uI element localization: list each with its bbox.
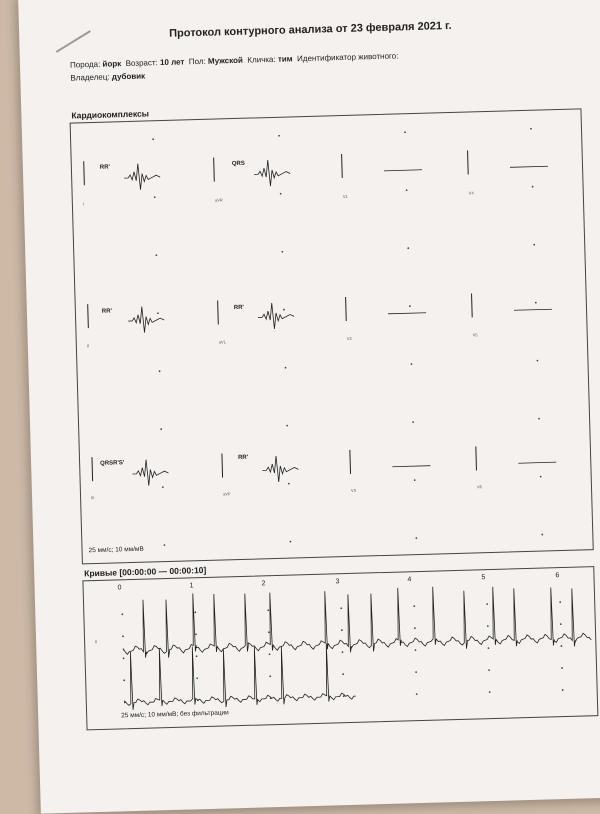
strip-dot	[196, 655, 198, 657]
grid-dot	[283, 309, 285, 311]
calibration-bar	[476, 446, 477, 470]
grid-dot	[160, 428, 162, 430]
strip-dot	[342, 673, 344, 675]
breed-value: йорк	[102, 59, 122, 69]
complex-label-III: QRSR'S'	[100, 460, 125, 467]
calibration-bar	[346, 297, 347, 321]
grid-dot	[532, 186, 534, 188]
qrs-complex	[254, 159, 291, 186]
strip-dot	[413, 605, 415, 607]
calibration-bar	[84, 161, 85, 185]
qrs-complex	[128, 306, 165, 333]
complex-label-aVR: QRS	[231, 160, 245, 168]
curve-lead-label: II	[95, 639, 98, 645]
curves-panel	[82, 566, 598, 730]
breed-label: Порода:	[69, 59, 101, 70]
grid-dot	[415, 537, 417, 539]
complex-label-I: RR'	[99, 164, 111, 171]
grid-dot	[530, 128, 532, 130]
curves-footer: 25 мм/с; 10 мм/мВ; без фильтрации	[121, 709, 229, 720]
patient-info	[70, 49, 399, 84]
strip-dot	[488, 647, 490, 649]
lead-label-aVL: aVL	[218, 339, 226, 345]
strip-dot	[559, 601, 561, 603]
strip-dot	[488, 669, 490, 671]
curves-section-title: Кривые [00:00:00 — 00:00:10]	[84, 564, 207, 579]
strip-dot	[415, 671, 417, 673]
complex-label-aVF: RR'	[237, 454, 249, 462]
flat-complex	[392, 466, 430, 467]
second-tick-1: 1	[189, 582, 194, 590]
rhythm-strip	[83, 564, 597, 729]
grid-dot	[407, 247, 409, 249]
strip-dot	[414, 627, 416, 629]
strip-dot	[486, 603, 488, 605]
calibration-bar	[468, 151, 469, 175]
qrs-complex	[124, 163, 161, 190]
nickname-label: Кличка:	[247, 54, 276, 65]
strip-dot	[342, 651, 344, 653]
pen-mark	[56, 30, 91, 53]
lead-label-V1: V1	[342, 193, 348, 200]
strip-dot	[195, 633, 197, 635]
grid-dot	[281, 251, 283, 253]
grid-dot	[404, 131, 406, 133]
grid-dot	[289, 541, 291, 543]
strip-dot	[196, 677, 198, 679]
strip-dot	[268, 631, 270, 633]
grid-dot	[540, 476, 542, 478]
strip-dot	[267, 609, 269, 611]
second-tick-3: 3	[335, 578, 340, 586]
flat-complex	[510, 166, 548, 167]
flat-complex	[384, 170, 422, 171]
grid-dot	[157, 312, 159, 314]
protocol-page	[18, 0, 600, 814]
second-tick-4: 4	[407, 576, 412, 584]
grid-dot	[409, 305, 411, 307]
strip-dot	[416, 693, 418, 695]
protocol-title: Протокол контурного анализа от 23 февраля 2021 г.	[169, 19, 452, 40]
lead-label-V4: V4	[468, 190, 474, 196]
grid-dot	[154, 196, 156, 198]
calibration-bar	[342, 154, 343, 178]
lead-label-V2: V2	[346, 335, 352, 341]
calibration-bar	[218, 301, 219, 325]
strip-dot	[123, 657, 125, 659]
calibration-bar	[92, 457, 93, 481]
strip-dot	[560, 645, 562, 647]
ecg-trace-row-2	[123, 642, 356, 710]
strip-dot	[415, 649, 417, 651]
second-tick-5: 5	[481, 574, 486, 582]
cardio-section-title: Кардиокомплексы	[71, 108, 150, 121]
cardio-grid	[71, 109, 593, 563]
strip-dot	[340, 607, 342, 609]
grid-dot	[535, 302, 537, 304]
strip-dot	[123, 679, 125, 681]
grid-dot	[162, 486, 164, 488]
calibration-bar	[214, 158, 215, 182]
flat-complex	[388, 313, 426, 314]
lead-label-V3: V3	[350, 487, 356, 493]
calibration-bar	[88, 304, 89, 328]
grid-dot	[278, 135, 280, 137]
qrs-complex	[132, 459, 169, 486]
grid-dot	[286, 425, 288, 427]
strip-dot	[561, 667, 563, 669]
strip-dot	[269, 675, 271, 677]
grid-dot	[541, 534, 543, 536]
grid-dot	[412, 421, 414, 423]
owner-value: дубовик	[111, 71, 146, 82]
flat-complex	[518, 462, 556, 463]
owner-label: Владелец:	[70, 72, 110, 83]
lead-label-III: III	[91, 495, 95, 501]
strip-dot	[341, 629, 343, 631]
lead-label-aVF: aVF	[222, 491, 231, 497]
lead-label-II: II	[86, 343, 90, 349]
cardio-panel	[70, 108, 594, 564]
second-tick-6: 6	[555, 572, 560, 580]
calibration-bar	[472, 293, 473, 317]
calibration-bar	[222, 453, 223, 477]
age-value: 10 лет	[159, 57, 185, 68]
lead-label-aVR: aVR	[214, 197, 223, 203]
flat-complex	[514, 309, 552, 310]
qrs-complex	[262, 455, 299, 482]
strip-dot	[122, 635, 124, 637]
cardio-scale: 25 мм/с; 10 мм/мВ	[88, 545, 144, 555]
grid-dot	[288, 483, 290, 485]
sex-label: Пол:	[188, 56, 206, 67]
strip-dot	[562, 689, 564, 691]
strip-dot	[194, 611, 196, 613]
grid-dot	[280, 193, 282, 195]
grid-dot	[537, 360, 539, 362]
age-label: Возраст:	[125, 58, 158, 69]
grid-dot	[533, 244, 535, 246]
strip-dot	[487, 625, 489, 627]
grid-dot	[155, 254, 157, 256]
strip-dot	[560, 623, 562, 625]
strip-dot	[489, 691, 491, 693]
grid-dot	[152, 138, 154, 140]
second-tick-2: 2	[261, 580, 266, 588]
lead-label-I: I	[82, 201, 85, 207]
grid-dot	[285, 367, 287, 369]
qrs-complex	[258, 302, 295, 329]
strip-dot	[269, 653, 271, 655]
grid-dot	[159, 370, 161, 372]
sex-value: Мужской	[207, 55, 244, 66]
grid-dot	[411, 363, 413, 365]
complex-label-II: RR'	[101, 308, 113, 315]
nickname-value: тим	[277, 54, 293, 64]
grid-dot	[414, 479, 416, 481]
complex-label-aVL: RR'	[233, 304, 245, 312]
calibration-bar	[350, 450, 351, 474]
grid-dot	[538, 418, 540, 420]
grid-dot	[406, 189, 408, 191]
lead-label-V5: V5	[472, 332, 478, 338]
grid-dot	[164, 544, 166, 546]
strip-dot	[121, 613, 123, 615]
lead-label-V6: V6	[476, 484, 482, 490]
animal-id-label: Идентификатор животного:	[296, 51, 399, 64]
second-tick-0: 0	[117, 584, 122, 592]
